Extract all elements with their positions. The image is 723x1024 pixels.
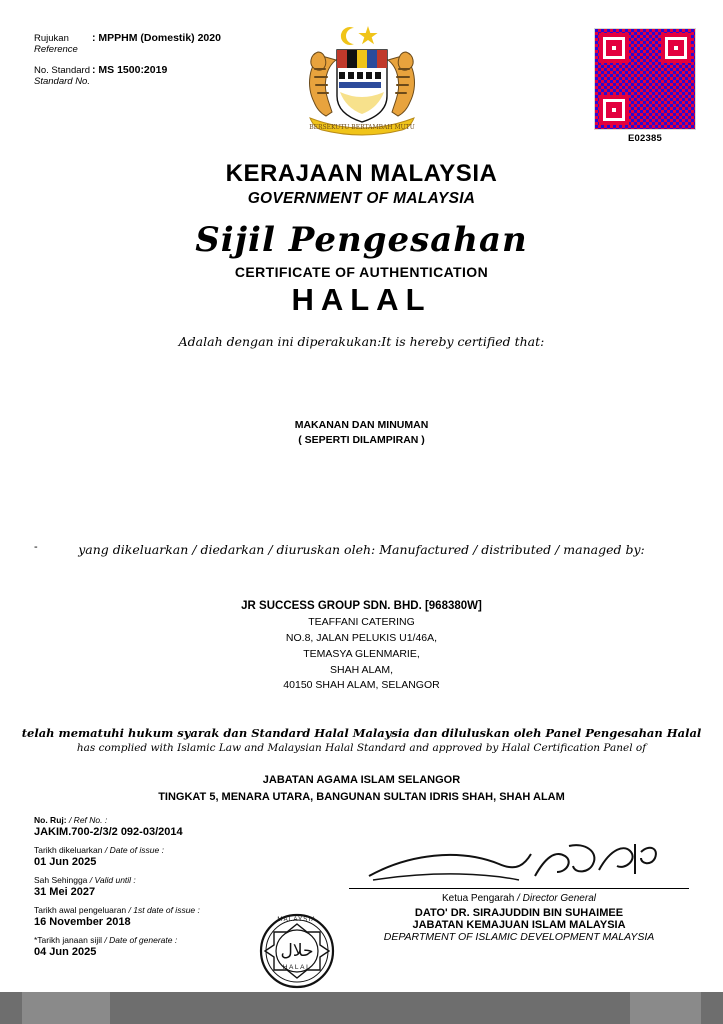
signatory-org-en: DEPARTMENT OF ISLAMIC DEVELOPMENT MALAYSIA bbox=[383, 931, 655, 943]
detail-date-of-issue-value: 01 Jun 2025 bbox=[34, 856, 97, 868]
detail-date-of-issue-label bbox=[34, 845, 200, 855]
company-brand: TEAFFANI CATERING bbox=[308, 616, 415, 629]
signatory-name: DATO' DR. SIRAJUDDIN BIN SUHAIMEE bbox=[414, 907, 624, 919]
detail-date-of-issue-label-en: / Date of issue : bbox=[104, 845, 164, 855]
detail-date-of-generate-label-en: / Date of generate : bbox=[104, 935, 178, 945]
halal-logo-icon bbox=[243, 912, 351, 990]
standard-labels bbox=[34, 66, 92, 88]
detail-first-date-of-issue bbox=[34, 905, 200, 928]
company-name: JR SUCCESS GROUP SDN. BHD. [968380W] bbox=[241, 600, 482, 612]
detail-valid-until bbox=[34, 875, 200, 898]
signatory-org-ms: JABATAN KEMAJUAN ISLAM MALAYSIA bbox=[412, 919, 626, 931]
reference-value: : MPPHM (Domestik) 2020 bbox=[92, 32, 221, 44]
detail-valid-until-label bbox=[34, 875, 200, 885]
reference-label-en: Reference bbox=[34, 43, 78, 55]
reference-labels bbox=[34, 34, 92, 56]
signature-block bbox=[349, 840, 689, 943]
company-address-line-2: TEMASYA GLENMARIE, bbox=[303, 647, 420, 660]
svg-text:BERSEKUTU BERTAMBAH MUTU: BERSEKUTU BERTAMBAH MUTU bbox=[309, 124, 415, 131]
certification-panel-block bbox=[0, 772, 723, 805]
bottom-bar-right-segment bbox=[701, 992, 723, 1024]
svg-text:HALAL: HALAL bbox=[282, 964, 312, 971]
reference-row bbox=[34, 32, 294, 56]
detail-date-of-issue bbox=[34, 845, 200, 868]
detail-date-of-generate-label bbox=[34, 935, 200, 945]
standard-row bbox=[34, 64, 294, 88]
standard-label-en: Standard No. bbox=[34, 75, 90, 87]
signature-image bbox=[349, 840, 689, 888]
detail-date-of-generate bbox=[34, 935, 200, 958]
detail-first-date-of-issue-label-ms: Tarikh awal pengeluaran bbox=[34, 905, 127, 915]
product-line-1: MAKANAN DAN MINUMAN bbox=[294, 419, 429, 431]
panel-authority-name: JABATAN AGAMA ISLAM SELANGOR bbox=[262, 774, 461, 786]
panel-authority-address: TINGKAT 5, MENARA UTARA, BANGUNAN SULTAN IDRIS SHAH, SHAH ALAM bbox=[158, 790, 565, 803]
compliance-text-en: has complied with Islamic Law and Malaysian Halal Standard and approved by Halal Certification Panel of bbox=[76, 742, 647, 754]
reference-label-ms: Rujukan bbox=[34, 33, 69, 44]
detail-date-of-issue-label-ms: Tarikh dikeluarkan bbox=[34, 845, 103, 855]
malaysia-coat-of-arms-icon bbox=[292, 22, 432, 140]
issued-by-text: yang dikeluarkan / diedarkan / diuruskan oleh: Manufactured / distributed / managed by: bbox=[78, 542, 645, 557]
product-line-2: ( SEPERTI DILAMPIRAN ) bbox=[298, 434, 425, 447]
margin-dash-mark: - bbox=[34, 541, 38, 553]
signature-role-separator: / bbox=[514, 893, 523, 904]
title-certificate-of-authentication: CERTIFICATE OF AUTHENTICATION bbox=[234, 264, 489, 280]
title-government-of-malaysia: GOVERNMENT OF MALAYSIA bbox=[247, 190, 476, 207]
viewer-bottom-bar bbox=[0, 992, 723, 1024]
qr-code-block bbox=[593, 28, 697, 144]
signature-role-ms: Ketua Pengarah bbox=[442, 893, 515, 904]
hereby-certified-text: Adalah dengan ini diperakukan:It is hereby certified that: bbox=[178, 334, 545, 349]
detail-first-date-of-issue-label-en: / 1st date of issue : bbox=[128, 905, 200, 915]
detail-first-date-of-issue-label bbox=[34, 905, 200, 915]
svg-text:MALAYSIA: MALAYSIA bbox=[277, 917, 317, 923]
title-kerajaan-malaysia: KERAJAAN MALAYSIA bbox=[225, 160, 498, 187]
qr-corner-bottom-left bbox=[599, 95, 629, 125]
detail-ref-no bbox=[34, 815, 200, 838]
title-sijil-pengesahan: Sijil Pengesahan bbox=[195, 220, 528, 260]
signature-line bbox=[349, 888, 689, 889]
company-address-line-4: 40150 SHAH ALAM, SELANGOR bbox=[283, 679, 440, 692]
detail-first-date-of-issue-value: 16 November 2018 bbox=[34, 916, 131, 928]
reference-block bbox=[34, 32, 294, 90]
company-address-line-3: SHAH ALAM, bbox=[329, 663, 394, 676]
title-block bbox=[0, 160, 723, 349]
qr-code-icon bbox=[594, 28, 696, 130]
detail-ref-no-label bbox=[34, 815, 200, 825]
svg-text:حلال: حلال bbox=[280, 941, 314, 961]
signature-role bbox=[349, 893, 689, 904]
standard-label-ms: No. Standard bbox=[34, 64, 90, 76]
detail-ref-no-value: JAKIM.700-2/3/2 092-03/2014 bbox=[34, 826, 183, 838]
product-block bbox=[0, 418, 723, 448]
detail-date-of-generate-label-ms: *Tarikh janaan sijil bbox=[34, 935, 103, 945]
certificate-details-block bbox=[34, 815, 200, 965]
company-block bbox=[0, 598, 723, 694]
standard-value: : MS 1500:2019 bbox=[92, 63, 168, 76]
detail-ref-no-label-en: / Ref No. : bbox=[68, 815, 108, 825]
company-address-line-1: NO.8, JALAN PELUKIS U1/46A, bbox=[285, 632, 438, 644]
detail-valid-until-label-en: / Valid until : bbox=[89, 875, 136, 885]
bottom-bar-middle-segment bbox=[110, 992, 630, 1024]
detail-valid-until-value: 31 Mei 2027 bbox=[34, 886, 96, 898]
detail-ref-no-label-ms: No. Ruj: bbox=[34, 815, 67, 825]
signature-role-en: Director General bbox=[522, 893, 596, 904]
bottom-bar-left-segment bbox=[0, 992, 22, 1024]
detail-date-of-generate-value: 04 Jun 2025 bbox=[34, 946, 97, 958]
compliance-text-ms: telah mematuhi hukum syarak dan Standard Halal Malaysia dan diluluskan oleh Panel Pengesahan Halal bbox=[21, 726, 702, 740]
title-halal: HALAL bbox=[291, 282, 432, 317]
qr-code-label: E02385 bbox=[628, 133, 662, 144]
detail-valid-until-label-ms: Sah Sehingga bbox=[34, 875, 88, 885]
compliance-block bbox=[0, 726, 723, 754]
